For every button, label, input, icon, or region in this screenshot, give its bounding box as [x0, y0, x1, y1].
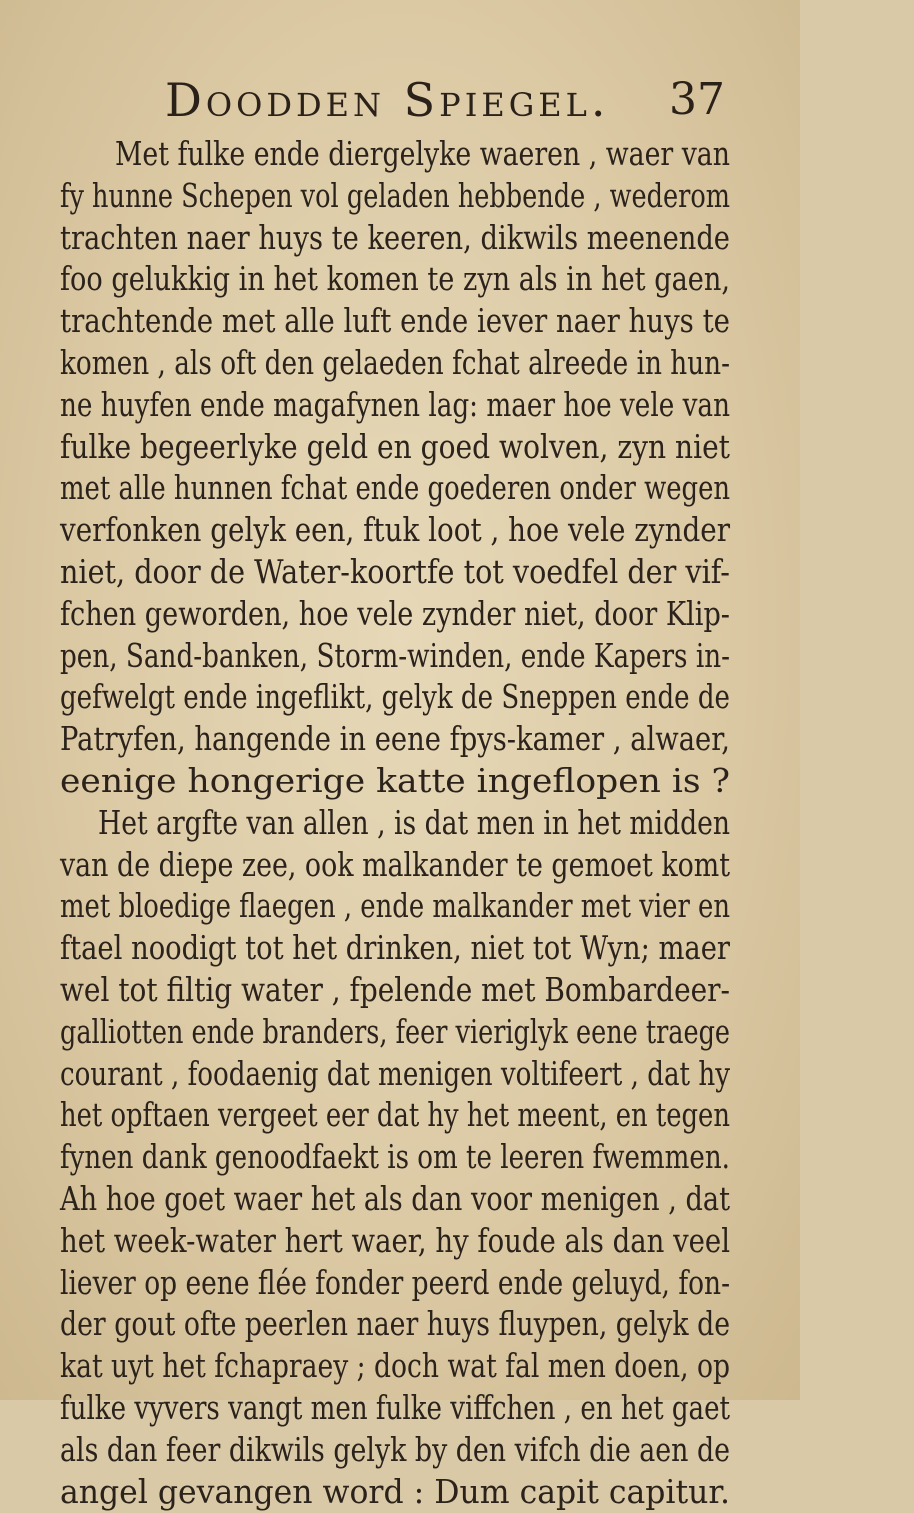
text-line: ne huyfen ende magafynen lag: maer hoe vele van [0, 385, 800, 427]
text-line: met alle hunnen fchat ende goederen onder wegen [0, 468, 800, 510]
text-line: Het argfte van allen , is dat men in het midden [0, 803, 800, 845]
page-number: 37 [669, 70, 725, 130]
text-line: niet, door de Water-koortfe tot voedfel der vif- [0, 552, 800, 594]
text-line: fy hunne Schepen vol geladen hebbende , wederom [0, 176, 800, 218]
text-line: fchen geworden, hoe vele zynder niet, door Klip- [0, 594, 800, 636]
text-line: courant , foodaenig dat menigen voltifeert , dat hy [0, 1054, 800, 1096]
text-line: galliotten ende branders, feer vieriglyk eene traege [0, 1012, 800, 1054]
text-line: Patryfen, hangende in eene fpys-kamer , alwaer, [0, 719, 800, 761]
text-line: verfonken gelyk een, ftuk loot , hoe vele zynder [0, 510, 800, 552]
text-line: kat uyt het fchapraey ; doch wat fal men doen, op [0, 1346, 800, 1388]
running-title: Doodden Spiegel. [165, 70, 609, 130]
text-line: van de diepe zee, ook malkander te gemoet komt [0, 845, 800, 887]
text-line: fulke begeerlyke geld en goed wolven, zyn niet [0, 427, 800, 469]
text-line: trachten naer huys te keeren, dikwils meenende [0, 218, 800, 260]
text-line: Ah hoe goet waer het als dan voor menigen , dat [0, 1179, 800, 1221]
text-line: ftael noodigt tot het drinken, niet tot Wyn; maer [0, 928, 800, 970]
text-line: angel gevangen word : Dum capit capitur. [0, 1472, 800, 1513]
text-line: der gout ofte peerlen naer huys fluypen, gelyk de [0, 1304, 800, 1346]
text-line: gefwelgt ende ingeflikt, gelyk de Sneppen ende de [0, 677, 800, 719]
text-line: wel tot filtig water , fpelende met Bombardeer- [0, 970, 800, 1012]
text-line: het opftaen vergeet eer dat hy het meent, en tegen [0, 1095, 800, 1137]
text-line: het week-water hert waer, hy foude als dan veel [0, 1221, 800, 1263]
text-line: pen, Sand-banken, Storm-winden, ende Kapers in- [0, 636, 800, 678]
text-line: fulke vyvers vangt men fulke viffchen , en het gaet [0, 1388, 800, 1430]
text-line: Met fulke ende diergelyke waeren , waer van [0, 134, 800, 176]
text-line: met bloedige flaegen , ende malkander met vier en [0, 886, 800, 928]
text-line: trachtende met alle luft ende iever naer huys te [0, 301, 800, 343]
text-line: komen , als oft den gelaeden fchat alreede in hun- [0, 343, 800, 385]
text-line: foo gelukkig in het komen te zyn als in het gaen, [0, 259, 800, 301]
page-header [165, 70, 725, 130]
text-line: liever op eene flée fonder peerd ende geluyd, fon- [0, 1263, 800, 1305]
body-text [0, 134, 800, 1513]
text-line: eenige hongerige katte ingeflopen is ? [0, 761, 800, 803]
text-line: fynen dank genoodfaekt is om te leeren fwemmen. [0, 1137, 800, 1179]
text-line: als dan feer dikwils gelyk by den vifch die aen de [0, 1430, 800, 1472]
